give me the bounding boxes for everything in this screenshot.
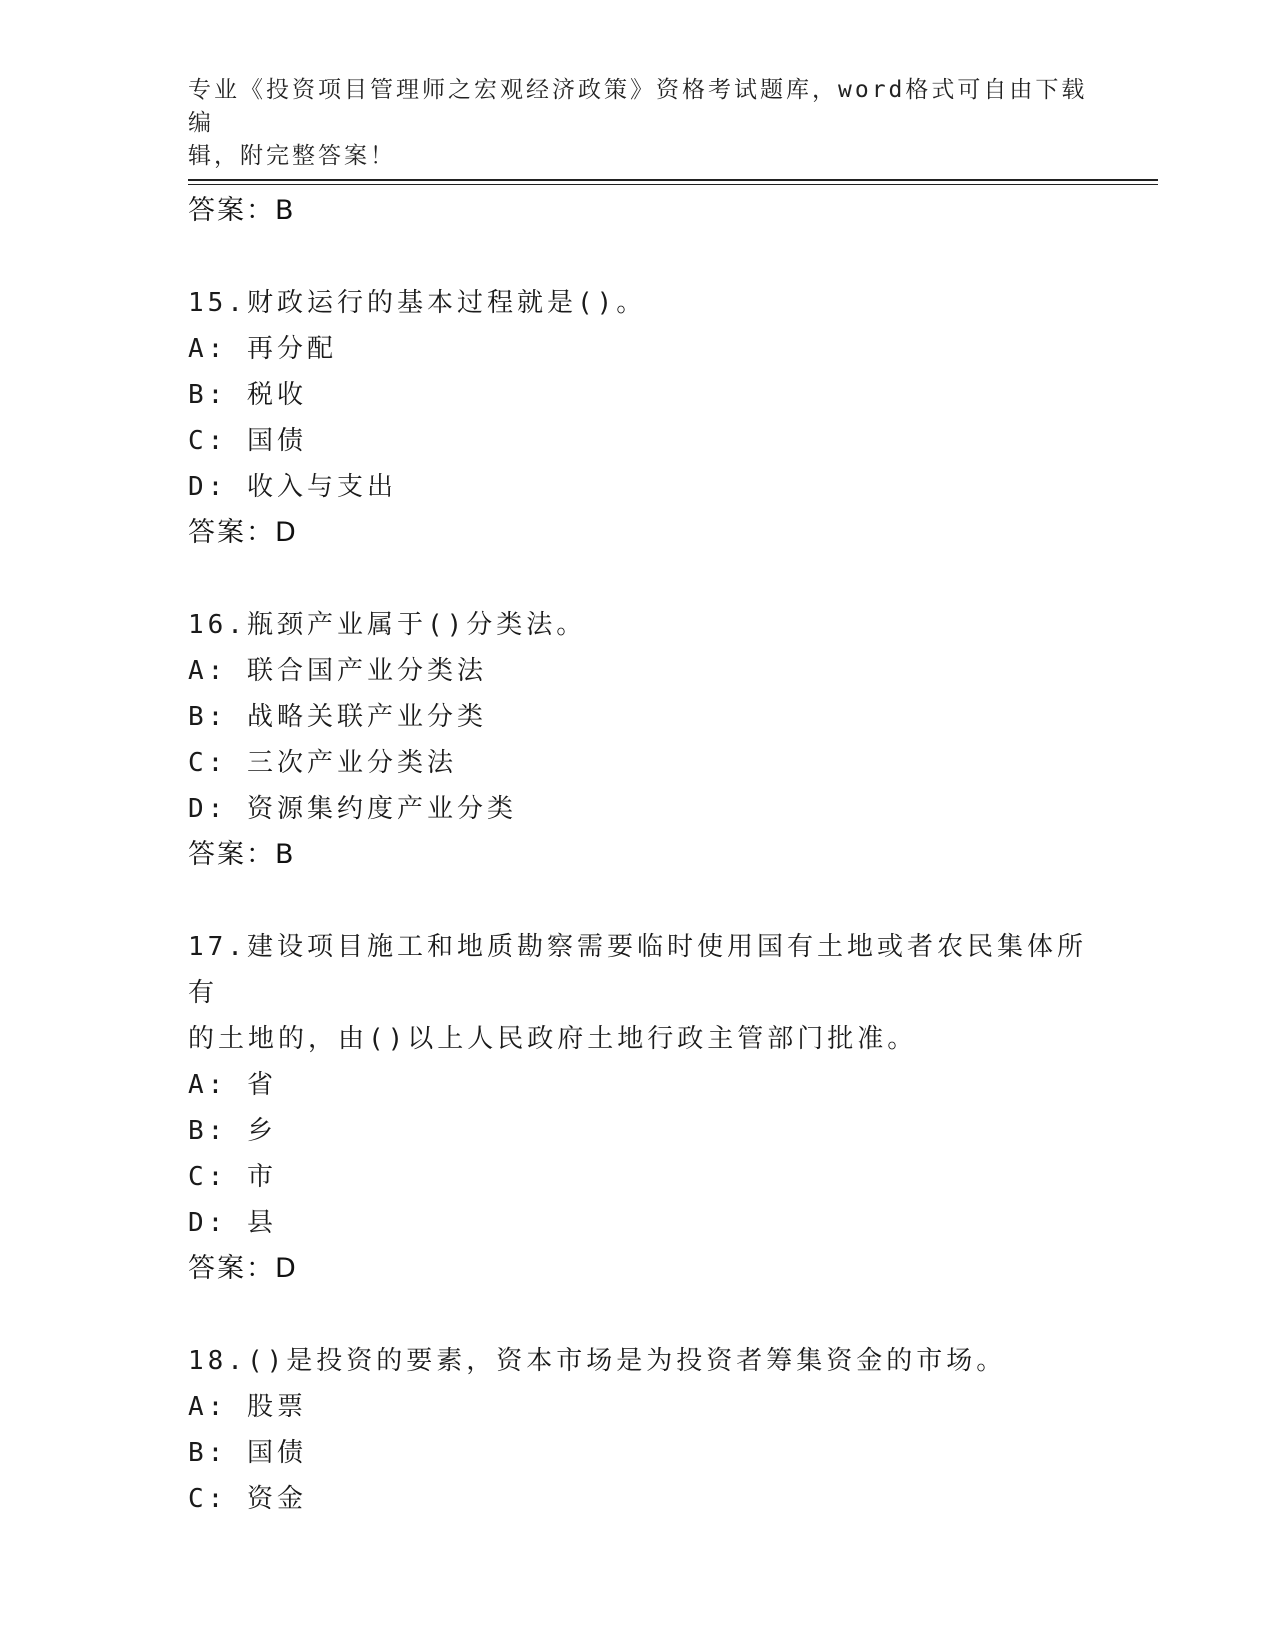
option-b: B: 国债 xyxy=(188,1438,307,1468)
question-16 xyxy=(188,602,1088,878)
question-stem-line-2: 的土地的，由()以上人民政府土地行政主管部门批准。 xyxy=(188,1024,918,1054)
option-d: D: 收入与支出 xyxy=(188,472,397,502)
answer: 答案：B xyxy=(188,839,296,870)
question-18 xyxy=(188,1338,1088,1522)
question-stem: 18.()是投资的要素，资本市场是为投资者筹集资金的市场。 xyxy=(188,1346,1007,1376)
option-c: C: 市 xyxy=(188,1162,277,1192)
question-list xyxy=(188,188,1088,1522)
answer: 答案：D xyxy=(188,517,298,548)
answer-previous: 答案：B xyxy=(188,195,296,226)
option-a: A: 联合国产业分类法 xyxy=(188,656,487,686)
header-divider xyxy=(188,179,1158,181)
option-d: D: 县 xyxy=(188,1208,277,1238)
question-stem-line-1: 17.建设项目施工和地质勘察需要临时使用国有土地或者农民集体所有 xyxy=(188,932,1087,1008)
option-a: A: 股票 xyxy=(188,1392,307,1422)
option-a: A: 省 xyxy=(188,1070,277,1100)
document-header xyxy=(188,74,1088,173)
option-a: A: 再分配 xyxy=(188,334,337,364)
question-17 xyxy=(188,924,1088,1292)
question-stem: 15.财政运行的基本过程就是()。 xyxy=(188,288,647,318)
option-c: C: 国债 xyxy=(188,426,307,456)
header-line-2: 辑，附完整答案！ xyxy=(188,143,396,169)
option-c: C: 资金 xyxy=(188,1484,307,1514)
question-stem: 16.瓶颈产业属于()分类法。 xyxy=(188,610,587,640)
header-divider-thin xyxy=(188,184,1158,185)
answer: 答案：D xyxy=(188,1253,298,1284)
option-b: B: 乡 xyxy=(188,1116,277,1146)
question-15 xyxy=(188,280,1088,556)
option-d: D: 资源集约度产业分类 xyxy=(188,794,517,824)
option-b: B: 税收 xyxy=(188,380,307,410)
option-c: C: 三次产业分类法 xyxy=(188,748,457,778)
option-b: B: 战略关联产业分类 xyxy=(188,702,487,732)
header-line-1: 专业《投资项目管理师之宏观经济政策》资格考试题库，word格式可自由下载编 xyxy=(188,77,1088,136)
